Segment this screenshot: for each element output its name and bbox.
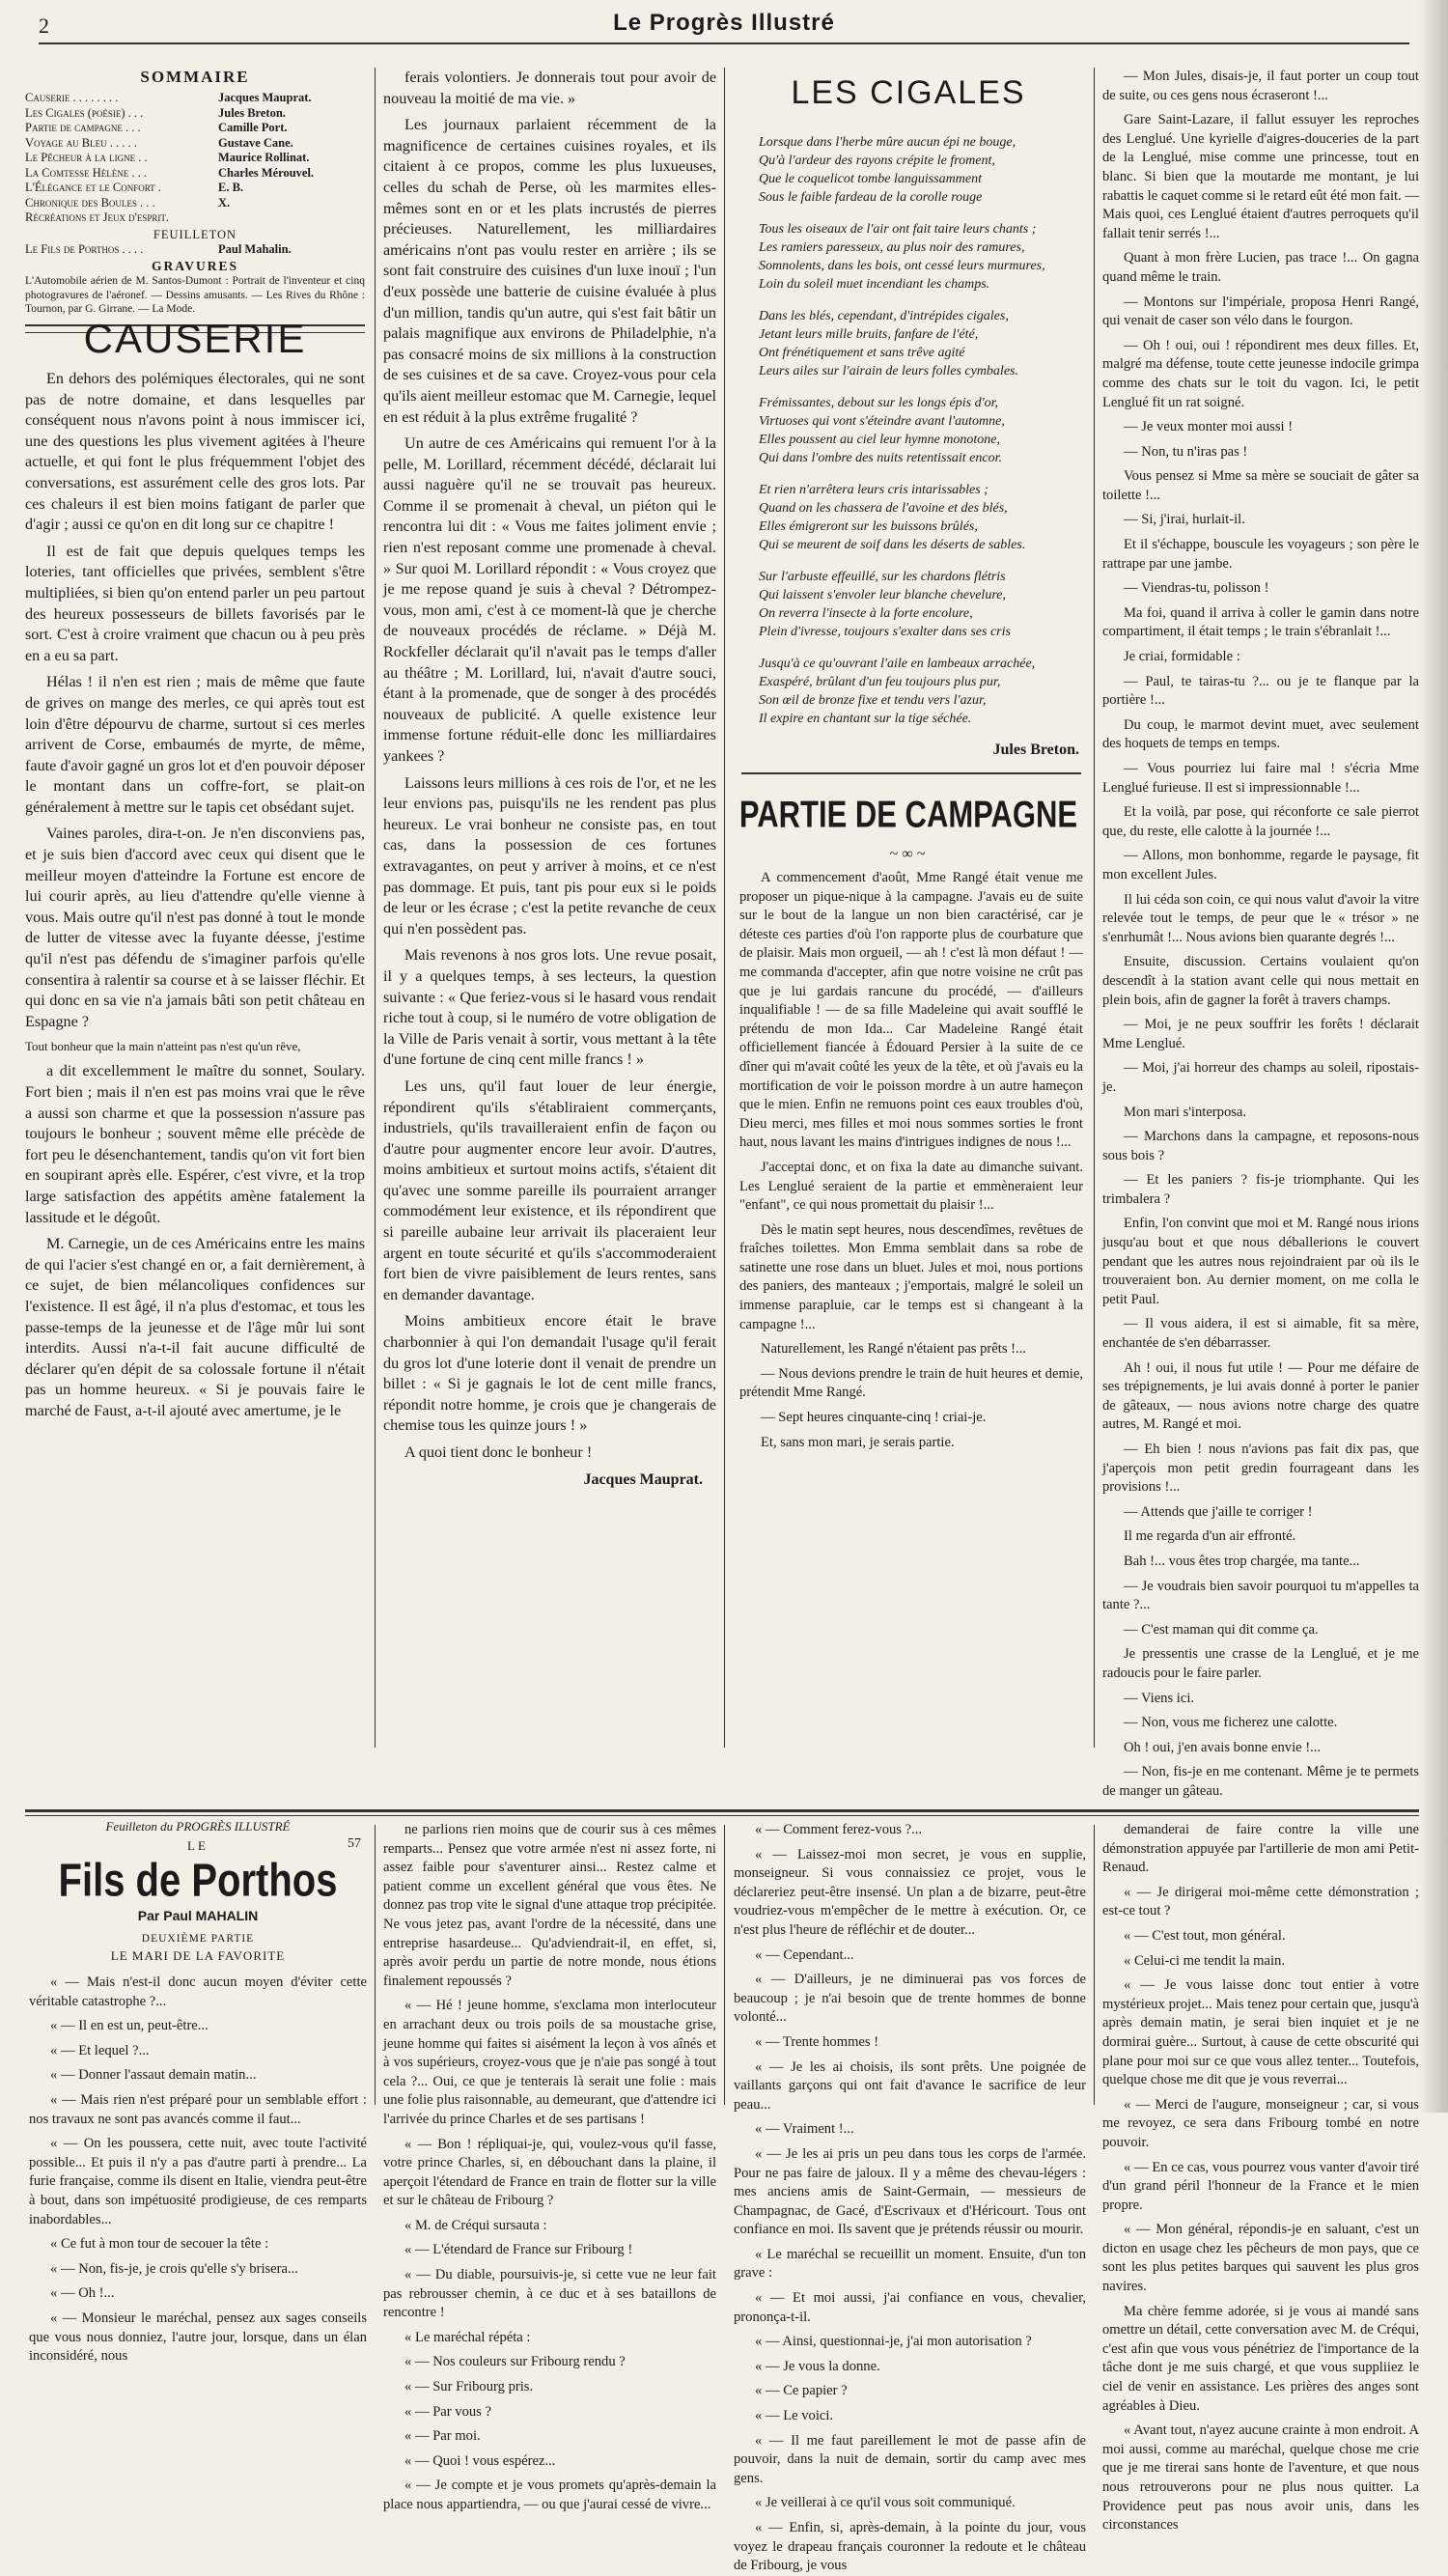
causerie-paragraph: Laissons leurs millions à ces rois de l'or, et ne les leur envions pas, puisqu'ils ne les rendent pas plus heureux. Le vrai bonheur ne consiste pas, en tout cas, dans la possession de ces fortunes extravagantes, on peut y arriver à moins, et ce n'est pas dommage. Et puis, tant pis pour eux si le poids de leur or les écrase ; c'est la petite revanche de ceux qui n'en possèdent pas. xyxy=(383,773,716,938)
feuilleton-paragraph: demanderai de faire contre la ville une démonstration appuyée par l'artillerie de mon ami Petit-Renaud. xyxy=(1102,1822,1419,1876)
sommaire-feuilleton-key: Le Fils de Porthos . . . . xyxy=(25,241,144,256)
poem-line: On reverra l'insecte à la forte encolure, xyxy=(759,606,973,621)
feuilleton-paragraph: « — Enfin, si, après-demain, à la pointe du jour, vous voyez le drapeau français couronner la redoute et le château de Fribourg, je vous xyxy=(734,2520,1086,2574)
poem-stanza xyxy=(759,394,1087,467)
causerie-paragraph: a dit excellemment le maître du sonnet, Soulary. Fort bien ; mais il n'en est pas moins vrai que le rêve a aussi son charme et que la possession n'assure pas toujours le bonheur ; souvent même elle précède de fort peu le désenchantement, tandis qu'on vit fort bien en soupirant après elle. Espérer, c'est vivre, et la trop large satisfaction des appétits amène fatalement la lassitude et le dégoût. xyxy=(25,1062,365,1226)
partie-paragraph: — Si, j'irai, hurlait-il. xyxy=(1124,512,1245,528)
poem-line: Sur l'arbuste effeuillé, sur les chardons flétris xyxy=(759,570,1006,584)
sommaire-row xyxy=(25,166,365,182)
partie-paragraph: — Et les paniers ? fis-je triomphante. Qui les trimbalera ? xyxy=(1102,1172,1419,1207)
poem-line: Les ramiers paresseux, au plus noir des ramures, xyxy=(759,240,1025,255)
feuilleton-column-4 xyxy=(1102,1821,1419,2534)
partie-paragraph: Bah !... vous êtes trop chargée, ma tante... xyxy=(1124,1553,1360,1569)
feuilleton-column-1 xyxy=(29,1819,367,2365)
feuilleton-column-2 xyxy=(383,1821,716,2512)
sommaire-key: Voyage au Bleu . . . . . xyxy=(25,135,137,150)
feuilleton-paragraph: « — Il en est un, peut-être... xyxy=(50,2018,209,2034)
poem-line: Et rien n'arrêtera leurs cris intarissables ; xyxy=(759,483,989,497)
partie-paragraph: Et la voilà, par pose, qui réconforte ce sale pierrot que, du reste, elle calotte à la journée !... xyxy=(1102,804,1419,839)
partie-paragraph: — Mon Jules, disais-je, il faut porter un coup tout de suite, ou ces gens nous écraseront !... xyxy=(1102,69,1419,103)
partie-column-2 xyxy=(1102,68,1419,1799)
partie-paragraph: — Attends que j'aille te corriger ! xyxy=(1124,1503,1313,1520)
causerie-paragraph: M. Carnegie, un de ces Américains entre les mains de qui l'acier s'est changé en or, a fait dernièrement, à ce sujet, de bien mélancoliques confidences sur l'existence. Il est âgé, il n'a plus d'estomac, et tous les passe-temps de la jeunesse et de l'âge mûr lui sont interdits. Aussi n'a-t-il fait aucune difficulté de déclarer qu'en dépit de sa colossale fortune il n'était pas un homme heureux. « Si je pouvais faire le marché de Faust, a-t-il ajouté avec amertume, je le xyxy=(25,1235,365,1419)
partie-paragraph: Enfin, l'on convint que moi et M. Rangé nous irions jusqu'au bout et que nous déballerions le couvert pendant que les autres nous rejoindraient par où ils le trouveraient bon. Au dernier moment, on me colla le petit Paul. xyxy=(1102,1216,1419,1307)
sommaire-row xyxy=(25,106,365,122)
sommaire-feuilleton-row xyxy=(25,242,365,258)
masthead-title: Le Progrès Illustré xyxy=(613,10,835,36)
poem-stanza xyxy=(759,307,1087,380)
feuilleton-paragraph: « — Ce papier ? xyxy=(755,2383,848,2399)
column-rule-3 xyxy=(1094,68,1095,1748)
feuilleton-label: FEUILLETON xyxy=(153,227,237,241)
poem-line: Qui se meurent de soif dans les déserts de sables. xyxy=(759,538,1026,552)
poem-line: Ont frénétiquement et sans trêve agité xyxy=(759,346,965,360)
causerie-column-1 xyxy=(25,369,365,1800)
poem-line: Il expire en chantant sur la tige séchée. xyxy=(759,712,972,726)
partie-paragraph: Naturellement, les Rangé n'étaient pas prêts !... xyxy=(761,1341,1026,1358)
poem-line: Elles émigreront sur les buissons brûlés, xyxy=(759,519,978,534)
feuilleton-paragraph: « Le maréchal se recueillit un moment. Ensuite, d'un ton grave : xyxy=(734,2246,1086,2282)
feuilleton-paragraph: « — Mais n'est-il donc aucun moyen d'éviter cette véritable catastrophe ?... xyxy=(29,1974,367,2009)
causerie-quote: Tout bonheur que la main n'atteint pas n'est qu'un rêve, xyxy=(25,1039,301,1054)
sommaire-row xyxy=(25,91,365,106)
sommaire-value xyxy=(218,210,365,226)
partie-paragraph: — Viens ici. xyxy=(1124,1690,1195,1706)
partie-paragraph: — Paul, te tairas-tu ?... ou je te flanque par la portière !... xyxy=(1102,673,1419,709)
partie-paragraph: — Je veux monter moi aussi ! xyxy=(1124,419,1294,435)
partie-paragraph: Mon mari s'interposa. xyxy=(1124,1104,1247,1120)
feuilleton-paragraph: « — En ce cas, vous pourrez vous vanter d'avoir tiré d'un grand péril l'honneur de la France et le mien propre. xyxy=(1102,2159,1419,2213)
causerie-paragraph: Hélas ! il n'en est rien ; mais de même que faute de grives on mange des merles, ce qui après tout est loin d'être dépourvu de charme, surtout si ces merles arrivent de Corse, embaumés de myrte, de même, faute d'avoir gagné un gros lot et d'en pouvoir déposer le montant dans un coffre-fort, se plait-on généralement à mettre sur le tapis cet obsédant sujet. xyxy=(25,673,365,816)
sommaire-key: Les Cigales (poésie) . . . xyxy=(25,105,144,120)
feuilleton-paragraph: « — Cependant... xyxy=(755,1946,854,1963)
feuilleton-paragraph: « — Il me faut pareillement le mot de passe afin de pouvoir, dans la nuit de demain, sortir du camp avec mes gens. xyxy=(734,2432,1086,2486)
partie-paragraph: — Moi, j'ai horreur des champs au soleil, ripostais-je. xyxy=(1102,1060,1419,1095)
poem-line: Exaspéré, brûlant d'un feu toujours plus pur, xyxy=(759,675,1001,689)
sommaire-key: Partie de campagne . . . xyxy=(25,121,141,134)
poem-line: Tous les oiseaux de l'air ont fait taire leurs chants ; xyxy=(759,222,1037,237)
sommaire-row xyxy=(25,151,365,166)
cigales-poem xyxy=(759,133,1087,758)
sommaire-value: Charles Mérouvel. xyxy=(218,165,315,180)
sommaire-value: E. B. xyxy=(218,181,244,194)
feuilleton-paragraph: « Avant tout, n'ayez aucune crainte à mon endroit. A moi aussi, comme au maréchal, quelque chose me crie que je me tirerai sans honte de l'aventure, et que nous nous retrouverons pour ne plus nous quitter. La Providence peut pas nous avoir unis, dans les circonstances xyxy=(1102,2422,1419,2534)
sommaire-heading: SOMMAIRE xyxy=(140,68,250,86)
feuilleton-paragraph: « — On les poussera, cette nuit, avec toute l'activité possible... Et puis il n'y a pas d'autre parti à prendre... La furie française, comme ils disent en Italie, viendra peut-être à bout, dans son impétuosité prodigieuse, de ces remparts inabordables... xyxy=(29,2136,367,2227)
poem-line: Loin du soleil muet incendiant les champs. xyxy=(759,277,990,292)
feuilleton-paragraph: « — Je vous la donne. xyxy=(755,2358,880,2374)
feuilleton-paragraph: « — Je vous laisse donc tout entier à votre mystérieux projet... Mais tenez pour certain que, jusqu'à après demain matin, je serai bien inquiet et je ne dormirai guère... Surtout, à cause de cette obscurité qui plane pour moi sur ce que vous allez tenter... Toutefois, quelque chose me dit que je vous reverrai... xyxy=(1102,1977,1419,2088)
causerie-paragraph: A quoi tient donc le bonheur ! xyxy=(404,1443,593,1461)
poem-line: Jusqu'à ce qu'ouvrant l'aile en lambeaux arrachée, xyxy=(759,657,1036,671)
sommaire-value: Gustave Cane. xyxy=(218,135,293,150)
cigales-signature: Jules Breton. xyxy=(992,742,1079,758)
feuilleton-paragraph: « — Du diable, poursuivis-je, si cette vue ne leur fait pas rebrousser chemin, à ce duc et à ses bataillons de rencontre ! xyxy=(383,2267,716,2321)
sommaire-key: Le Pêcheur à la ligne . . xyxy=(25,151,148,164)
poem-line: Jetant leurs mille bruits, fanfare de l'été, xyxy=(759,327,979,342)
partie-paragraph: J'acceptai donc, et on fixa la date au dimanche suivant. Les Lenglué seraient de la partie et emmèneraient leur "enfant", ce qui nous promettait du plaisir !... xyxy=(739,1159,1083,1214)
partie-paragraph: Ensuite, discussion. Certains voulaient qu'on descendît à la station avant celle qui nous mettait en plein bois, afin de gagner la forêt à travers champs. xyxy=(1102,954,1419,1008)
sommaire-row xyxy=(25,136,365,152)
feuilleton-separator xyxy=(25,1809,1419,1812)
sommaire-row xyxy=(25,181,365,196)
feuilleton-paragraph: « — Laissez-moi mon secret, je vous en supplie, monseigneur. Si vous connaissiez ce projet, vous le déclareriez peut-être insensé. Un plan a de bizarre, peut-être voudriez-vous m'empêcher de le mettre à exécution. Or, ce n'est plus l'heure de réfléchir et de douter... xyxy=(734,1846,1086,1938)
partie-flourish: ~ ∞ ~ xyxy=(889,846,926,862)
causerie-title: CAUSERIE xyxy=(83,316,307,361)
page-edge-shadow xyxy=(1419,0,1448,2113)
causerie-paragraph: Il est de fait que depuis quelques temps les loteries, tant officielles que privées, semblent s'être multipliées, si bien qu'on entend parler un peu partout des heureux possesseurs de billets favorisés par le sort. C'est à croire vraiment que chacun ou à peu près en a eu sa part. xyxy=(25,542,365,664)
sommaire-key: Chronique des Boules . . . xyxy=(25,195,155,210)
sommaire-row xyxy=(25,196,365,211)
causerie-paragraph: Les journaux parlaient récemment de la magnificence de certaines cuisines royales, et ils citaient à ce propos, comme les plus luxueuses, celles du schah de Perse, où les marmites elles-mêmes sont en or et les plats incrustés de pierres précieuses. Naturellement, les milliardaires américains n'ont pas voulu rester en arrière ; ils se sont fait construire des cuisines d'un luxe inouï ; l'un d'eux possède une batterie de cuisine évaluée à plus d'un million, tandis qu'un autre, qui s'est fait bâtir un palais magnifique aux environs de Philadelphie, n'a pas consacré moins de six millions à la construction de ses cuisines et de sa cave. Croyez-vous pour cela qu'ils aient meilleur estomac que M. Carnegie, lequel en est réduit à la plus extrême frugalité ? xyxy=(383,116,716,426)
feuilleton-header: Feuilleton du PROGRÈS ILLUSTRÉ xyxy=(105,1819,291,1834)
cigales-title: LES CIGALES xyxy=(791,74,1026,111)
partie-paragraph: Ma foi, quand il arriva à coller le gamin dans notre compartiment, il était temps ; le train s'ébranlait !... xyxy=(1102,604,1419,640)
partie-paragraph: Ah ! oui, il nous fut utile ! — Pour me défaire de ses trépignements, je lui avais donné à porter le panier de gâteaux, — nous avions notre charge des quatre autres, M. Rangé et moi. xyxy=(1102,1359,1419,1433)
page-number: 2 xyxy=(39,14,49,38)
feuilleton-rule-3 xyxy=(1094,1825,1095,2105)
feuilleton-paragraph: « — Le voici. xyxy=(755,2408,834,2424)
poem-line: Qui dans l'ombre des nuits retentissait encor. xyxy=(759,451,1002,465)
sommaire-key: Causerie . . . . . . . . xyxy=(25,91,119,104)
feuilleton-paragraph: « — Et moi aussi, j'ai confiance en vous, chevalier, prononça-t-il. xyxy=(734,2290,1086,2325)
feuilleton-paragraph: « — D'ailleurs, je ne diminuerai pas vos forces de beaucoup ; je n'ai besoin que de trente hommes de bonne volonté... xyxy=(734,1972,1086,2026)
causerie-paragraph: Les uns, qu'il faut louer de leur énergie, répondirent qu'ils s'établiraient commerçants, industriels, qu'ils travailleraient enfin de façon ou d'autre pour augmenter encore leur avoir. D'autres, moins ambitieux et surtout moins actifs, s'étaient dit qu'avec une somme pareille ils pourraient arranger commodément leur existence, et ils répondirent que si pareille aubaine leur arrivait ils placeraient leur argent en toute sécurité et qu'ils s'accommoderaient fort bien de vivre paisiblement de leurs rentes, sans en demander davantage. xyxy=(383,1077,716,1303)
poem-line: Quand on les chassera de l'avoine et des blés, xyxy=(759,501,1008,516)
partie-paragraph: — Eh bien ! nous n'avions pas fait dix pas, que j'aperçois mon petit gredin fourrageant dans les provisions !... xyxy=(1102,1442,1419,1496)
poem-line: Somnolents, dans les bois, ont cessé leurs murmures, xyxy=(759,259,1045,273)
partie-paragraph: Je criai, formidable : xyxy=(1124,649,1240,665)
poem-line: Qui laissent s'envoler leur blanche chevelure, xyxy=(759,588,1006,602)
poem-stanza xyxy=(759,220,1087,294)
poem-line: Sous le faible fardeau de la corolle rouge xyxy=(759,190,983,205)
feuilleton-rule-1 xyxy=(375,1825,376,2105)
poem-stanza xyxy=(759,568,1087,641)
feuilleton-paragraph: « M. de Créqui sursauta : xyxy=(404,2217,547,2233)
partie-paragraph: — Oh ! oui, oui ! répondirent mes deux filles. Et, malgré ma défense, toute cette jeunesse indocile grimpa comme des chats sur le toit du vagon. Ici, le petit Lenglué fit un rat soigné. xyxy=(1102,337,1419,410)
feuilleton-paragraph: « — Et lequel ?... xyxy=(50,2042,150,2058)
feuilleton-paragraph: « — Je compte et je vous promets qu'après-demain la place nous appartiendra, — ou que j'aurai cessé de vivre... xyxy=(383,2478,716,2512)
feuilleton-paragraph: « — Bon ! répliquai-je, qui, voulez-vous qu'il fasse, votre prince Charles, si, en débouchant dans la plaine, il aperçoit l'étendard de France en train de flotter sur la ville et sur le château de Fribourg ? xyxy=(383,2136,716,2209)
partie-paragraph: — Montons sur l'impériale, proposa Henri Rangé, qui venait de caser son vélo dans le fourgon. xyxy=(1102,294,1419,329)
feuilleton-paragraph: « — Par moi. xyxy=(404,2428,481,2445)
feuilleton-paragraph: Ma chère femme adorée, si je vous ai mandé sans omettre un détail, cette conversation avec M. de Créqui, c'est afin que vous vous pénétriez de l'importance de la tâche dont je me suis chargé, et que vous suppliiez le ciel de venir en assistance. Les prières des anges sont agréables à Dieu. xyxy=(1102,2303,1419,2414)
partie-paragraph: — Non, tu n'iras pas ! xyxy=(1124,443,1248,460)
partie-paragraph: Je pressentis une crasse de la Lenglué, et je me radoucis pour le faire parler. xyxy=(1102,1646,1419,1681)
gravures-text: L'Automobile aérien de M. Santos-Dumont : Portrait de l'inventeur et cinq photogravures de l'aéronef. — Dessins amusants. — Les Rives du Rhône : Tournon, par G. Girrane. — La Mode. xyxy=(25,275,365,315)
poem-stanza xyxy=(759,481,1087,554)
partie-paragraph: — Il vous aidera, il est si aimable, fit sa mère, enchantée de s'en débarrasser. xyxy=(1102,1316,1419,1352)
partie-paragraph: Quant à mon frère Lucien, pas trace !... On gagna quand même le train. xyxy=(1102,250,1419,285)
feuilleton-paragraph: « — C'est tout, mon général. xyxy=(1124,1927,1286,1944)
gravures-label: GRAVURES xyxy=(151,259,239,273)
feuilleton-paragraph: « — Je dirigerai moi-même cette démonstration ; est-ce tout ? xyxy=(1102,1884,1419,1919)
feuilleton-author: Par Paul MAHALIN xyxy=(137,1908,259,1923)
causerie-signature: Jacques Mauprat. xyxy=(583,1470,703,1488)
causerie-paragraph: ferais volontiers. Je donnerais tout pour avoir de nouveau la moitié de ma vie. » xyxy=(383,69,716,107)
partie-paragraph: — Je voudrais bien savoir pourquoi tu m'appelles ta tante ?... xyxy=(1102,1578,1419,1613)
feuilleton-paragraph: « — Hé ! jeune homme, s'exclama mon interlocuteur en arrachant deux ou trois poils de sa moustache grise, jeune homme qui faites si aisément la leçon à vos aînés et à vos supérieurs, croyez-vous que je n'aie pas songé à tout cela ?... Oui, ce que je tenterais là serait une folie : mais une folie plus raisonnable, au demeurant, que d'attendre ici l'arrivée du prince Charles et de ses partisans ! xyxy=(383,1998,716,2127)
partie-paragraph: — Moi, je ne peux souffrir les forêts ! déclarait Mme Lenglué. xyxy=(1102,1017,1419,1051)
feuilleton-le: LE xyxy=(187,1838,209,1853)
feuilleton-paragraph: « Celui-ci me tendit la main. xyxy=(1124,1952,1285,1969)
poem-line: Frémissantes, debout sur les longs épis d'or, xyxy=(759,396,998,410)
feuilleton-paragraph: « — Merci de l'augure, monseigneur ; car, si vous me revoyez, ce sera dans Fribourg tombé en notre pouvoir. xyxy=(1102,2096,1419,2150)
feuilleton-paragraph: « — Monsieur le maréchal, pensez aux sages conseils que vous nous donniez, l'autre jour, lorsque, dans un élan inconsidéré, nous xyxy=(29,2310,367,2365)
sommaire-row xyxy=(25,121,365,136)
feuilleton-number: 57 xyxy=(348,1836,361,1851)
feuilleton-subtitle: LE MARI DE LA FAVORITE xyxy=(110,1948,286,1963)
feuilleton-paragraph: « — Mon général, répondis-je en saluant, c'est un dicton en usage chez les pêcheurs de mon pays, que ce sont les plus petites barques qui sauvent les plus gros navires. xyxy=(1102,2222,1419,2295)
poem-line: Qu'à l'ardeur des rayons crépite le froment, xyxy=(759,154,995,168)
partie-paragraph: Et, sans mon mari, je serais partie. xyxy=(761,1434,955,1450)
poem-line: Plein d'ivresse, toujours s'exalter dans ses cris xyxy=(759,625,1011,639)
partie-paragraph: Il lui céda son coin, ce qui nous valut d'avoir la vitre relevée tout le temps, de peur que le « trésor » ne s'enrhumât !... Nous avions bien quarante degrés !... xyxy=(1102,891,1419,945)
feuilleton-separator-thin xyxy=(25,1815,1419,1816)
feuilleton-paragraph: « Le maréchal répéta : xyxy=(404,2329,531,2345)
column-rule-2 xyxy=(724,68,725,1748)
sommaire-key: La Comtesse Hélène . . . xyxy=(25,165,147,180)
feuilleton-paragraph: « Ce fut à mon tour de secouer la tête : xyxy=(50,2236,269,2253)
feuilleton-paragraph: « — Je les ai choisis, ils sont prêts. Une poignée de vaillants garçons qui ont fait d'avance le sacrifice de leur peau... xyxy=(734,2058,1086,2113)
feuilleton-paragraph: « — Oh !... xyxy=(50,2285,115,2302)
feuilleton-paragraph: « — Je les ai pris un peu dans tous les corps de l'armée. Pour ne pas faire de jaloux. Il y a même des chevau-légers : mes anciens amis de Saint-Germain, — messieurs de Champagnac, de Gacé, d'Escrivaux et d'Héricourt. Tous ont confiance en moi. Ils savent que je prétends réussir ou mourir. xyxy=(734,2145,1086,2238)
partie-paragraph: A commencement d'août, Mme Rangé était venue me proposer un pique-nique à la campagne. J'avais eu de suite sur le bout de la langue un non bien caractérisé, car je déteste ces parties d'où l'on rapporte plus de courbature que de plaisir. Mais mon orgueil, — ah ! c'est là mon défaut ! — me commanda d'accepter, afin que notre voisine ne crût pas que je lui gardais rancune du procédé, — d'ailleurs inqualifiable ! — de sa fille Madeleine qui avait soufflé le prétendu de mon Ida... Car Madeleine Rangé était officiellement fiancée à Édouard Persier à la suite de ce dîner qui m'avait coûté les yeux de la tête, et où j'avais eu la mortification de voir le poisson mordre à un autre hameçon que le mien. Enfin ne remuons point ces eaux troubles d'où, Dieu merci, mes filles et moi nous sommes sorties le front haut, nous lavant les mains d'intrigues indignes de nous !... xyxy=(739,870,1083,1151)
poem-line: Lorsque dans l'herbe mûre aucun épi ne bouge, xyxy=(759,135,1016,150)
causerie-paragraph: Un autre de ces Américains qui remuent l'or à la pelle, M. Lorillard, récemment décédé, déclarait lui aussi naguère qu'il ne se trouvait pas heureux. Comme il se promenait à cheval, un piéton qui le rencontra lui dit : « Vous me faites joliment envie ; rien n'est reposant comme une promenade à cheval. » Sur quoi M. Lorillard répondit : « Vous croyez que je me repose quand je suis à cheval ? Détrompez-vous, mon ami, c'est à ce moment-là que je cherche de nouveaux procédés de réclame. » Déjà M. Rockfeller déclarait qu'il n'avait pas le temps d'aller au théâtre ; M. Lorillard, lui, n'avait d'autre souci, étant à la promenade, que de songer à des procédés nouveaux de publicité. A quelle existence leur immense fortune réduit-elle donc les milliardaires yankees ? xyxy=(383,434,716,765)
column-rule-1 xyxy=(375,68,376,1748)
sommaire-feuilleton-value: Paul Mahalin. xyxy=(218,241,292,256)
feuilleton-paragraph: « — Non, fis-je, je crois qu'elle s'y briserа... xyxy=(50,2260,298,2277)
feuilleton-paragraph: ne parlions rien moins que de courir sus à ces mêmes remparts... Pensez que votre armée n'est ni assez forte, ni assez faible pour s'aventurer ainsi... Restez calme et patient comme un excellent général que vous êtes. Ne donnez pas trop vite le signal d'une attaque trop précipitée. Ne vous jetez pas, avant l'ordre de la nécessité, dans une entreprise hasardeuse... Qu'adviendrait-il, en effet, si, après avoir perdu un partie de notre monde, nous étions finalement repoussés ? xyxy=(383,1822,716,1989)
sommaire-value: Camille Port. xyxy=(218,121,288,134)
poem-line: Dans les blés, cependant, d'intrépides cigales, xyxy=(759,309,1009,323)
sommaire-value: Maurice Rollinat. xyxy=(218,151,310,164)
sommaire-key: L'Élégance et le Confort . xyxy=(25,181,161,194)
partie-paragraph: Et il s'échappe, bouscule les voyageurs ; son père le rattrape par une jambe. xyxy=(1102,537,1419,572)
sommaire-key: Récréations et Jeux d'esprit. xyxy=(25,210,169,224)
poem-line: Leurs ailes sur l'airain de leurs folles cymbales. xyxy=(759,364,1018,378)
causerie-paragraph: Vaines paroles, dira-t-on. Je n'en disconviens pas, et je suis bien d'accord avec ceux qui disent que le meilleur moyen d'atteindre la Fortune est encore de lui courir après, au lieu d'attendre qu'elle vienne à vous. Mais outre qu'il n'est pas donné à tout le monde de lutter de vitesse avec la fuyante déesse, j'estime qu'il n'est pas défendu de s'imaginer parfois qu'elle consentira à ralentir sa course et à se laisser fléchir. Et qui donc en sa vie n'a jamais bâti son petit château en Espagne ? xyxy=(25,825,365,1030)
poem-line: Virtuoses qui vont s'éteindre avant l'automne, xyxy=(759,414,1005,429)
feuilleton-paragraph: « — Trente hommes ! xyxy=(755,2033,879,2050)
partie-column-1 xyxy=(739,869,1083,1796)
partie-paragraph: Il me regarda d'un air effronté. xyxy=(1124,1528,1296,1545)
feuilleton-paragraph: « — Ainsi, questionnai-je, j'ai mon autorisation ? xyxy=(755,2334,1032,2350)
feuilleton-paragraph: « — L'étendard de France sur Fribourg ! xyxy=(404,2242,633,2258)
causerie-paragraph: Moins ambitieux encore était le brave charbonnier à qui l'on demandait l'usage qu'il ferait du gros lot d'une loterie dont il venait de prendre un billet : « Si je gagnais le lot de cent mille francs, répondit notre homme, je crois que je changerais de chemise tous les quinze jours ! » xyxy=(383,1312,716,1435)
partie-title: PARTIE DE CAMPAGNE xyxy=(738,793,1078,836)
cigales-end-rule xyxy=(741,772,1081,774)
feuilleton-title: Fils de Porthos xyxy=(58,1855,338,1907)
feuilleton-paragraph: « — Vraiment !... xyxy=(755,2121,854,2138)
feuilleton-paragraph: « — Donner l'assaut demain matin... xyxy=(50,2067,257,2084)
partie-paragraph: Vous pensez si Mme sa mère se souciait de gâter sa toilette !... xyxy=(1102,468,1419,503)
feuilleton-paragraph: « — Comment ferez-vous ?... xyxy=(755,1822,923,1837)
sommaire-value: Jacques Mauprat. xyxy=(218,91,312,104)
feuilleton-paragraph: « — Nos couleurs sur Fribourg rendu ? xyxy=(404,2354,626,2370)
partie-paragraph: — Allons, mon bonhomme, regarde le paysage, fit mon excellent Jules. xyxy=(1102,848,1419,882)
partie-paragraph: — Nous devions prendre le train de huit heures et demie, prétendit Mme Rangé. xyxy=(739,1365,1083,1401)
poem-line: Que le coquelicot tombe languissamment xyxy=(759,172,982,186)
causerie-column-2 xyxy=(383,68,716,1796)
sommaire-value: Jules Breton. xyxy=(218,105,286,120)
sommaire-row xyxy=(25,210,365,226)
partie-paragraph: — C'est maman qui dit comme ça. xyxy=(1124,1621,1319,1638)
poem-line: Elles poussent au ciel leur hymne monotone, xyxy=(759,433,1001,447)
partie-paragraph: Dès le matin sept heures, nous descendîmes, revêtues de fraîches toilettes. Mon Emma semblait dans sa robe de satinette une rose dans un bluet. Jules et moi, nous portions des paniers, des manteaux ; j'emportais, malgré le soleil un immense parapluie, car le temps est si changeant à la campagne !... xyxy=(739,1221,1083,1332)
feuilleton-paragraph: « — Par vous ? xyxy=(404,2403,491,2420)
partie-paragraph: — Sept heures cinquante-cinq ! criai-je. xyxy=(761,1410,987,1426)
partie-paragraph: Du coup, le marmot devint muet, avec seulement des hoquets de temps en temps. xyxy=(1102,716,1419,752)
partie-paragraph: Gare Saint-Lazare, il fallut essuyer les reproches des Lenglué. Une kyrielle d'aigres-douceries de la part de la Lenglué, mise comme une princesse, tout en blanc. Si bien que la moutarde me montant, je lui rabattis le caquet comme si le retard eût été mon fait. — Mais quoi, ces Lenglué étaient d'autres perroquets qu'il fallait tenir serrés !... xyxy=(1102,112,1419,241)
poem-line: Son œil de bronze fixe et tendu vers l'azur, xyxy=(759,693,987,708)
feuilleton-paragraph: « — Quoi ! vous espérez... xyxy=(404,2452,556,2469)
poem-stanza xyxy=(759,655,1087,728)
feuilleton-rule-2 xyxy=(724,1825,725,2105)
poem-stanza xyxy=(759,133,1087,207)
partie-paragraph: — Marchons dans la campagne, et reposons-nous sous bois ? xyxy=(1102,1129,1419,1163)
partie-paragraph: — Non, fis-je en me contenant. Même je te permets de manger un gâteau. xyxy=(1102,1764,1419,1799)
header-rule xyxy=(39,42,1409,44)
partie-paragraph: — Viendras-tu, polisson ! xyxy=(1124,580,1269,597)
causerie-paragraph: Mais revenons à nos gros lots. Une revue posait, il y a quelques temps, à ses lecteurs, la question suivante : « Que feriez-vous si le hasard vous rendait riche tout à coup, si le numéro de votre obligation de la Ville de Paris venait à sortir, vous mettant à la tête d'une fortune de cinq cent mille francs ! » xyxy=(383,946,716,1069)
feuilleton-paragraph: « — Mais rien n'est préparé pour un semblable effort : nos travaux ne sont pas avancés comme il faut... xyxy=(29,2091,367,2127)
partie-paragraph: — Vous pourriez lui faire mal ! s'écria Mme Lenglué furieuse. Il est si impressionnable !... xyxy=(1102,761,1419,796)
sommaire-value: X. xyxy=(218,195,231,210)
feuilleton-column-3 xyxy=(734,1821,1086,2574)
partie-paragraph: Oh ! oui, j'en avais bonne envie !... xyxy=(1124,1739,1322,1755)
causerie-paragraph: En dehors des polémiques électorales, qui ne sont pas de notre domaine, et dans lesquelles par conséquent nous n'avons point à nous immiscer ici, une des questions les plus vivement agitées à l'heure actuelle, et qui font le plus fréquemment l'objet des conversations, est assurément celle des gros lots. Par ces chaleurs il est bien moins fatigant de parler que d'agir ; aussi ce qu'on en dit long sur ce chapitre ! xyxy=(25,370,365,534)
feuilleton-paragraph: « Je veillerai à ce qu'il vous soit communiqué. xyxy=(755,2495,1016,2511)
partie-paragraph: — Non, vous me ficherez une calotte. xyxy=(1124,1715,1338,1731)
feuilleton-paragraph: « — Sur Fribourg pris. xyxy=(404,2379,534,2395)
feuilleton-part: DEUXIÈME PARTIE xyxy=(141,1933,255,1945)
